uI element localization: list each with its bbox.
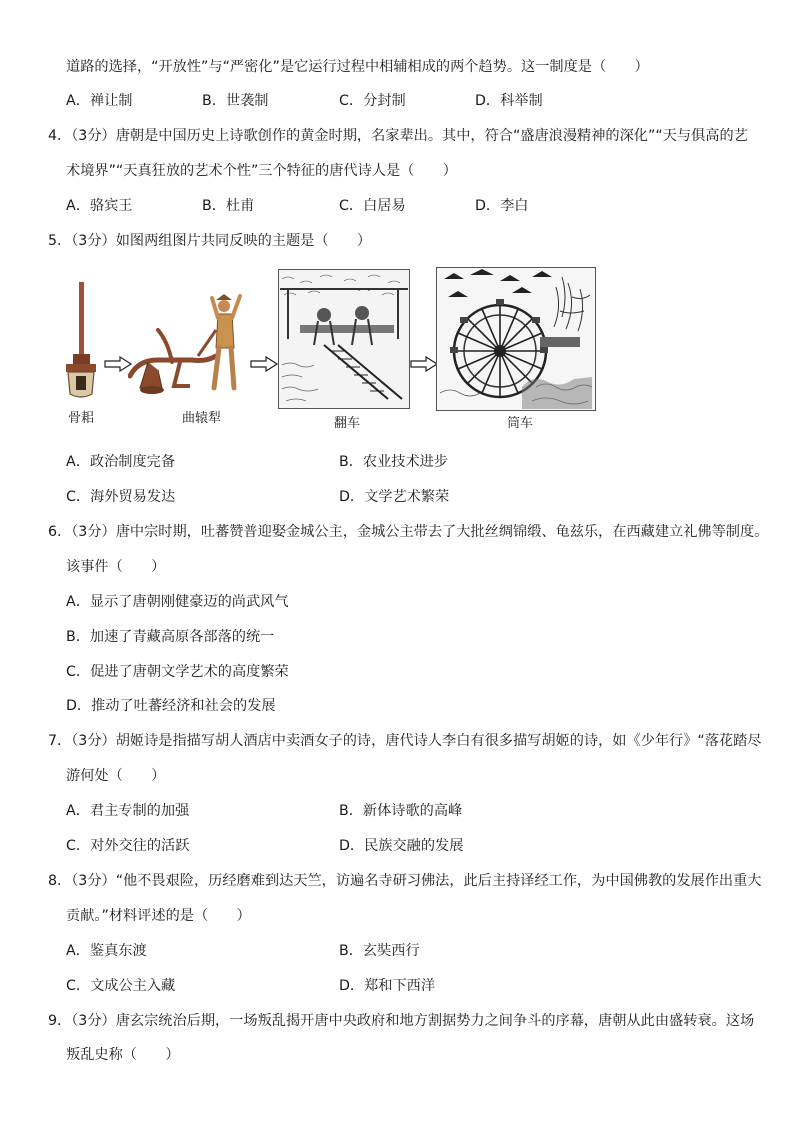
q4-option-c[interactable]: C．白居易 xyxy=(339,198,406,214)
q8-stem-line1: 8．（3分）“他不畏艰险，历经磨难到达天竺，访遍名寺研习佛法，此后主持译经工作，为中国佛教的发展作出重大 xyxy=(48,873,762,889)
square-pallet-chain-pump-image xyxy=(278,269,410,409)
q7-option-a[interactable]: A．君主专制的加强 xyxy=(66,803,190,819)
curved-plow-image xyxy=(128,290,250,400)
q3-option-b[interactable]: B．世袭制 xyxy=(202,93,269,109)
q5-option-a[interactable]: A．政治制度完备 xyxy=(66,454,176,470)
q3-option-d[interactable]: D．科举制 xyxy=(475,93,543,109)
caption-bone-spade: 骨耜 xyxy=(68,411,95,426)
q4-option-b[interactable]: B．杜甫 xyxy=(202,198,255,214)
caption-curved-plow: 曲辕犁 xyxy=(182,411,222,426)
q7-option-c[interactable]: C．对外交往的活跃 xyxy=(66,838,190,854)
q7-stem-line2: 游何处（ ） xyxy=(66,768,166,784)
q5-option-b[interactable]: B．农业技术进步 xyxy=(339,454,449,470)
q5-option-c[interactable]: C．海外贸易发达 xyxy=(66,489,176,505)
q6-option-a[interactable]: A．显示了唐朝刚健豪迈的尚武风气 xyxy=(66,594,289,610)
q6-stem-line1: 6．（3分）唐中宗时期，吐蕃赞普迎娶金城公主，金城公主带去了大批丝绸锦缎、龟兹乐，在西藏建立礼佛等制度。 xyxy=(48,524,769,540)
arrow-right-icon xyxy=(410,356,438,372)
q6-option-b[interactable]: B．加速了青藏高原各部落的统一 xyxy=(66,629,275,645)
q7-option-b[interactable]: B．新体诗歌的高峰 xyxy=(339,803,463,819)
q7-option-d[interactable]: D．民族交融的发展 xyxy=(339,838,464,854)
q4-option-a[interactable]: A．骆宾王 xyxy=(66,198,133,214)
q6-option-d[interactable]: D．推动了吐蕃经济和社会的发展 xyxy=(66,698,276,714)
caption-tube-waterwheel: 筒车 xyxy=(507,416,534,431)
q9-stem-line1: 9．（3分）唐玄宗统治后期，一场叛乱揭开唐中央政府和地方割据势力之间争斗的序幕，唐朝从此由盛转衰。这场 xyxy=(48,1013,755,1029)
tube-waterwheel-image xyxy=(436,267,596,411)
q8-option-b[interactable]: B．玄奘西行 xyxy=(339,943,420,959)
q3-option-a[interactable]: A．禅让制 xyxy=(66,93,133,109)
q7-stem-line1: 7．（3分）胡姬诗是指描写胡人酒店中卖酒女子的诗，唐代诗人李白有很多描写胡姬的诗，如《少年行》“落花踏尽 xyxy=(48,733,762,749)
q8-option-d[interactable]: D．郑和下西洋 xyxy=(339,978,436,994)
q5-stem: 5．（3分）如图两组图片共同反映的主题是（ ） xyxy=(48,233,372,249)
q4-stem-line1: 4．（3分）唐朝是中国历史上诗歌创作的黄金时期，名家辈出。其中，符合“盛唐浪漫精神的深化”“天与俱高的艺 xyxy=(48,128,748,144)
q6-stem-line2: 该事件（ ） xyxy=(66,559,166,575)
q6-option-c[interactable]: C．促进了唐朝文学艺术的高度繁荣 xyxy=(66,664,289,680)
bone-spade-image xyxy=(60,282,102,398)
q4-option-d[interactable]: D．李白 xyxy=(475,198,529,214)
q5-option-d[interactable]: D．文学艺术繁荣 xyxy=(339,489,450,505)
q8-option-c[interactable]: C．文成公主入藏 xyxy=(66,978,176,994)
q8-stem-line2: 贡献。”材料评述的是（ ） xyxy=(66,908,251,924)
arrow-right-icon xyxy=(250,356,278,372)
caption-square-pallet-chain-pump: 翻车 xyxy=(334,416,361,431)
q4-stem-line2: 术境界”“天真狂放的艺术个性”三个特征的唐代诗人是（ ） xyxy=(66,163,457,179)
q3-stem-tail: 道路的选择，“开放性”与“严密化”是它运行过程中相辅相成的两个趋势。这一制度是（ ） xyxy=(66,59,649,75)
q3-option-c[interactable]: C．分封制 xyxy=(339,93,406,109)
q8-option-a[interactable]: A．鉴真东渡 xyxy=(66,943,147,959)
q9-stem-line2: 叛乱史称（ ） xyxy=(66,1047,180,1063)
